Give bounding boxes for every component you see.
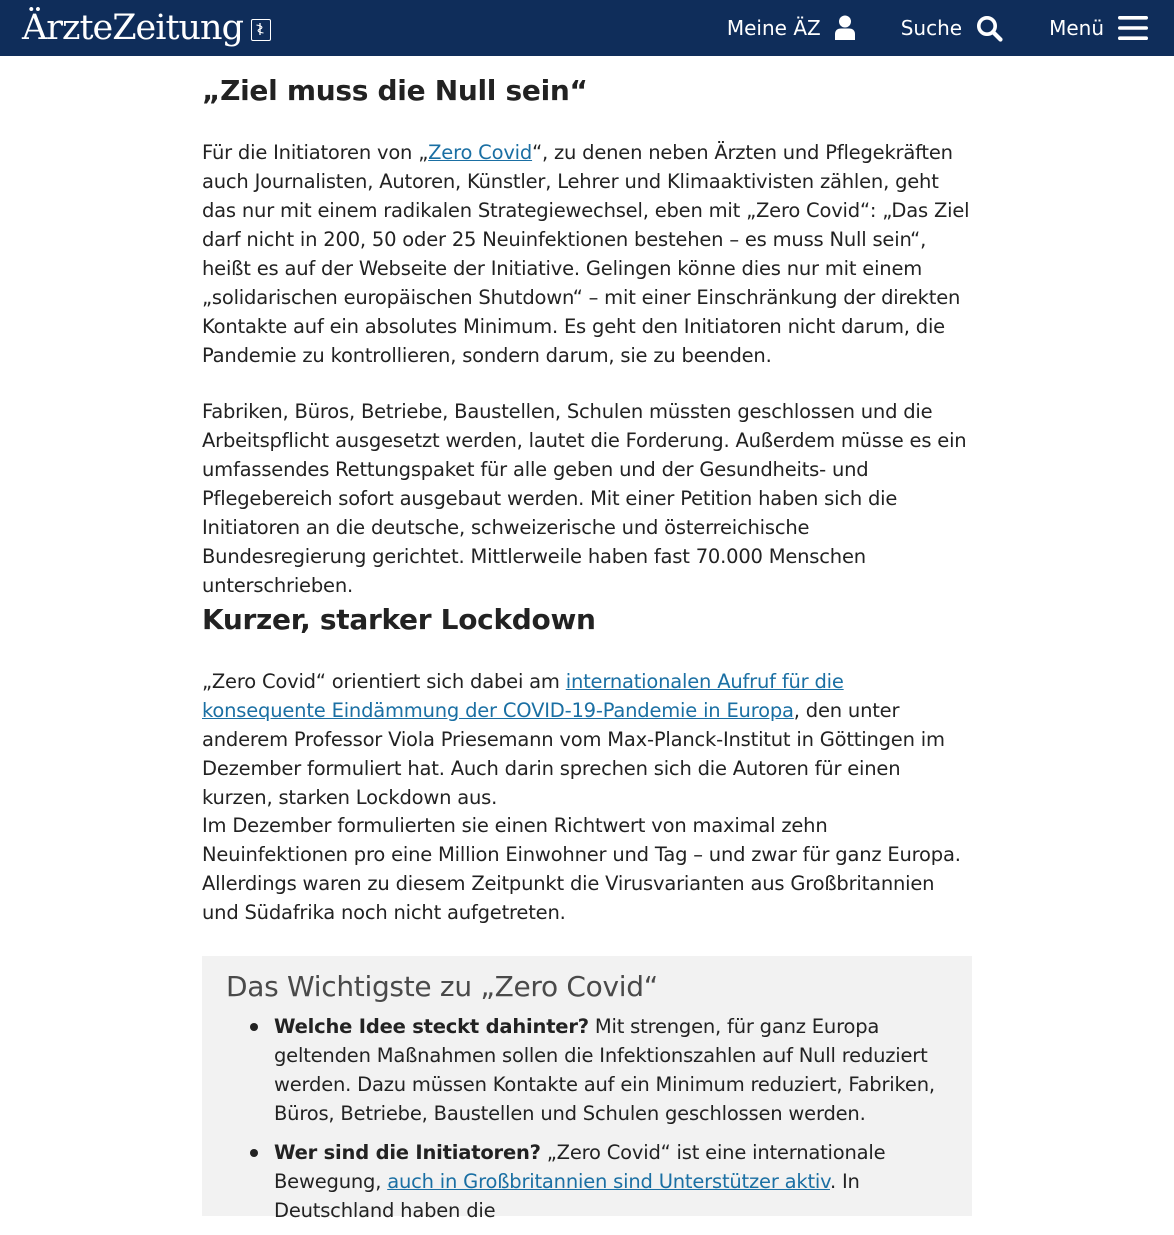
uk-supporters-link[interactable]: auch in Großbritannien sind Unterstützer aktiv [387,1170,830,1193]
paragraph-demands: Fabriken, Büros, Betriebe, Baustellen, Schulen müssten geschlossen und die Arbeitspflicht ausgesetzt werden, lautet die Forderung. Außerdem müsse es ein umfassendes Rettungspaket für alle geben und der Gesundheits- und Pflegebereich sofort ausgebaut werden. Mit einer Petition haben sich die Initiatoren an die deutsche, schweizerische und österreichische Bundesregierung gerichtet. Mittlerweile haben fast 70.000 Menschen unterschrieben. [202,400,967,597]
search-label: Suche [900,16,963,40]
bullet-dot [250,1023,258,1031]
p1-text-before: Für die Initiatoren von „ [202,141,429,164]
list-item-text: Mit strengen, für ganz Europa geltenden Maßnahmen sollen die Infektionszahlen auf Null reduziert werden. Dazu müssen Kontakte auf ein Minimum reduziert, Fabriken, Büros, Betriebe, Baustellen und Schulen geschlossen werden. [274,1015,935,1125]
search-icon [976,15,1003,42]
p3-text-after: , den unter anderem Professor Viola Priesemann vom Max-Planck-Institut in Göttingen im Dezember formuliert hat. Auch darin sprechen sich die Autoren für einen kurzen, starken Lockdown aus. [202,699,945,809]
list-item-text-after: . In Deutschland haben die [274,1170,860,1222]
bullet-dot [250,1149,258,1157]
menu-label: Menü [1049,16,1104,40]
key-facts-box [202,956,972,1222]
list-item-question: Wer sind die Initiatoren? [274,1141,541,1164]
menu-button[interactable] [1049,15,1148,41]
top-navigation-bar [0,0,1174,56]
paragraph-zero-covid-initiators [202,138,972,370]
zero-covid-link[interactable]: Zero Covid [428,141,533,164]
caduceus-icon [251,19,271,41]
key-facts-list [274,1012,954,1235]
header-nav [681,0,1148,56]
list-item [274,1012,954,1128]
meine-az-button[interactable] [727,15,855,41]
site-logo[interactable] [22,4,271,52]
paragraph-international-appeal [202,667,972,812]
p1-text-after: “, zu denen neben Ärzten und Pflegekräften auch Journalisten, Autoren, Künstler, Lehrer und Klimaaktivisten zählen, geht das nur mit einem radikalen Strategiewechsel, eben mit „Zero Covid“: „Das Ziel darf nicht in 200, 50 oder 25 Neuinfektionen bestehen – es muss Null sein“, heißt es auf der Webseite der Initiative. Gelingen könne dies nur mit einem „solidarischen europäischen Shutdown“ – mit einer Einschränkung der direkten Kontakte auf ein absolutes Minimum. Es geht den Initiatoren nicht darum, die Pandemie zu kontrollieren, sondern darum, sie zu beenden. [202,141,970,367]
p3-text-before: „Zero Covid“ orientiert sich dabei am [202,670,566,693]
paragraph-december-target: Im Dezember formulierten sie einen Richtwert von maximal zehn Neuinfektionen pro eine Million Einwohner und Tag – und zwar für ganz Europa. Allerdings waren zu diesem Zeitpunkt die Virusvarianten aus Großbritannien und Südafrika noch nicht aufgetreten. [202,814,961,924]
hamburger-menu-icon [1118,15,1148,41]
international-appeal-link[interactable]: internationalen Aufruf für die konsequente Eindämmung der COVID-19-Pandemie in Europa [202,670,844,722]
list-item-question: Welche Idee steckt dahinter? [274,1015,589,1038]
list-item [274,1138,954,1225]
section-heading-lockdown: Kurzer, starker Lockdown [202,603,596,636]
key-facts-heading: Das Wichtigste zu „Zero Covid“ [226,970,658,1003]
section-heading-ziel: „Ziel muss die Null sein“ [202,74,588,107]
list-item-text-before: „Zero Covid“ ist eine internationale Bewegung, [274,1141,886,1193]
search-button[interactable] [901,15,1003,42]
logo-text: ÄrzteZeitung [22,8,244,48]
meine-az-label: Meine ÄZ [726,16,821,40]
user-icon [835,15,855,41]
